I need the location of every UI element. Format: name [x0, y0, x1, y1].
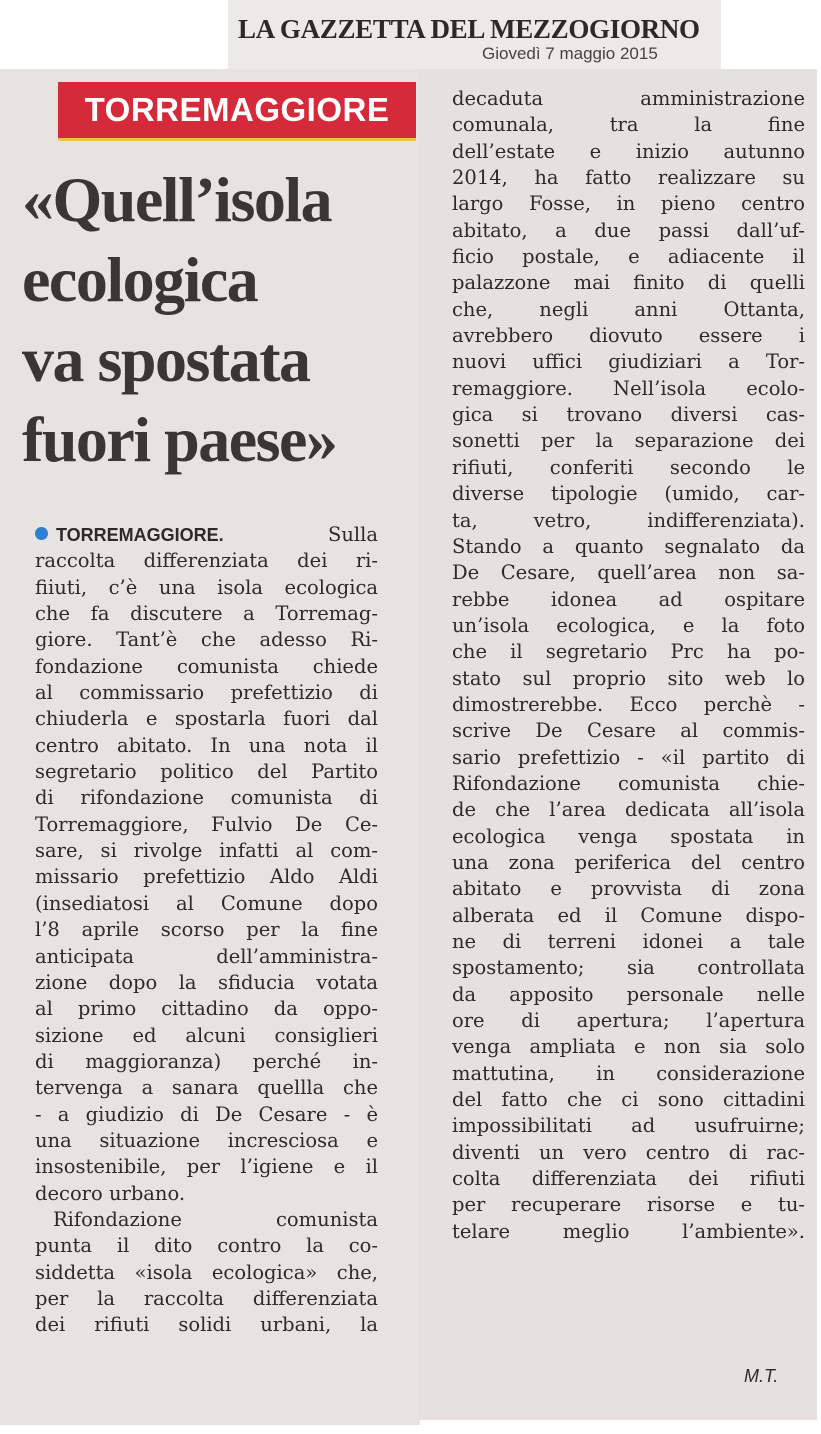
text-line: gica si trovano diversi cas-	[452, 403, 805, 427]
text-line: del fatto che ci sono cittadini	[452, 1088, 805, 1112]
text-line: ne di terreni idonei a tale	[452, 930, 805, 953]
text-line: abitato e provvista di zona	[452, 877, 805, 901]
text-line: per la raccolta differenziata	[35, 1286, 378, 1310]
text-line: segretario politico del Partito	[35, 760, 378, 784]
text-line: da apposito personale nelle	[452, 982, 805, 1006]
text-line: centro abitato. In una nota il	[35, 733, 378, 757]
text-line: venga ampliata e non sia solo	[452, 1035, 805, 1059]
text-line: dei rifiuti solidi urbani, la	[35, 1313, 378, 1337]
text-line: al commissario prefettizio di	[35, 681, 378, 705]
text-line: de che l’area dedicata all’isola	[452, 798, 805, 822]
text-line: zione dopo la sfiducia votata	[35, 970, 378, 994]
headline-line: va spostata	[22, 324, 310, 395]
text-line: palazzone mai finito di quelli	[452, 271, 805, 295]
newspaper-masthead: LA GAZZETTA DEL MEZZOGIORNO	[238, 14, 700, 44]
text-line: siddetta «isola ecologica» che,	[35, 1260, 378, 1284]
text-line: decaduta amministrazione	[452, 87, 805, 110]
text-line: raccolta differenziata dei ri-	[35, 549, 378, 573]
headline-line: «Quell’isola	[22, 164, 332, 235]
text-line: una zona periferica del centro	[452, 850, 805, 874]
text-line: di rifondazione comunista di	[35, 786, 378, 810]
headline-line: ecologica	[22, 244, 258, 315]
text-line: rifiuti, conferiti secondo le	[452, 455, 805, 479]
text-line: 2014, ha fatto realizzare su	[452, 166, 805, 190]
text-line: ficio postale, e adiacente il	[452, 245, 805, 269]
text-line: remaggiore. Nell’isola ecolo-	[452, 376, 805, 400]
text-line: colta differenziata dei rifiuti	[452, 1167, 805, 1191]
publication-date: Giovedì 7 maggio 2015	[482, 44, 658, 63]
text-line: ore di apertura; l’apertura	[452, 1009, 805, 1033]
text-line: sonetti per la separazione dei	[452, 429, 805, 453]
headline-line: fuori paese»	[22, 404, 337, 475]
text-line: alberata ed il Comune dispo-	[452, 903, 805, 927]
text-line: mattutina, in considerazione	[452, 1061, 805, 1085]
text-line: insostenibile, per l’igiene e il	[35, 1155, 378, 1179]
text-line: diventi un vero centro di rac-	[452, 1140, 805, 1164]
text-line: De Cesare, quell’area non sa-	[452, 561, 805, 585]
text-line: fondazione comunista chiede	[35, 654, 378, 678]
text-line: telare meglio l’ambiente».	[452, 1219, 805, 1243]
lead-dateline: TORREMAGGIORE.	[56, 525, 224, 545]
text-line: che, negli anni Ottanta,	[452, 297, 805, 321]
text-line: avrebbero diovuto essere i	[452, 324, 805, 348]
body-column-2	[452, 86, 805, 1245]
text-line: scrive De Cesare al commis-	[452, 719, 805, 743]
text-line: giore. Tant’è che adesso Ri-	[35, 628, 378, 652]
text-line: stato sul proprio sito web lo	[452, 666, 805, 690]
text-line: nuovi uffici giudiziari a Tor-	[452, 350, 805, 374]
text-line: l’8 aprile scorso per la fine	[35, 918, 378, 942]
text-line: ecologica venga spostata in	[452, 824, 805, 848]
text-line: Rifondazione comunista	[53, 1207, 378, 1231]
text-line: fiiuti, c’è una isola ecologica	[35, 575, 378, 599]
text-line: che il segretario Prc ha po-	[452, 640, 805, 664]
text-line: al primo cittadino da oppo-	[35, 997, 378, 1021]
kicker-label: TORREMAGGIORE	[84, 91, 390, 128]
text-line: tervenga a sanara quellla che	[35, 1076, 378, 1100]
section-kicker	[58, 82, 416, 138]
text-line: che fa discutere a Torremag-	[35, 602, 378, 626]
text-line: diverse tipologie (umido, car-	[452, 482, 805, 506]
text-line: Rifondazione comunista chie-	[452, 771, 805, 795]
text-line: anticipata dell’amministra-	[35, 944, 378, 968]
text-line: una situazione incresciosa e	[35, 1128, 378, 1152]
bullet-icon	[35, 527, 48, 540]
text-line: dimostrerebbe. Ecco perchè -	[452, 692, 805, 716]
text-line: - a giudizio di De Cesare - è	[35, 1102, 378, 1126]
text-line: Stando a quanto segnalato da	[452, 534, 805, 558]
text-line: dell’estate e inizio autunno	[452, 139, 805, 163]
text-line: Torremaggiore, Fulvio De Ce-	[35, 812, 378, 836]
text-line: (insediatosi al Comune dopo	[35, 891, 378, 915]
text-line: rebbe idonea ad ospitare	[452, 587, 805, 611]
text-line: chiuderla e spostarla fuori dal	[35, 707, 378, 731]
text-line: impossibilitati ad usufruirne;	[452, 1114, 805, 1138]
headline	[22, 160, 420, 480]
text-line: missario prefettizio Aldo Aldi	[35, 865, 378, 889]
text-line: ta, vetro, indifferenziata).	[452, 508, 805, 532]
text-line: spostamento; sia controllata	[452, 956, 805, 980]
text-line: sario prefettizio - «il partito di	[452, 745, 805, 769]
text-line: per recuperare risorse e tu-	[452, 1193, 805, 1217]
text-line: largo Fosse, in pieno centro	[452, 192, 805, 216]
text-line: TORREMAGGIORE. Sulla	[35, 522, 378, 548]
text-line: comunala, tra la fine	[452, 113, 805, 137]
text-line: un’isola ecologica, e la foto	[452, 613, 805, 637]
author-signature: M.T.	[744, 1366, 779, 1386]
text-line: di maggioranza) perché in-	[35, 1049, 378, 1073]
text-line: sare, si rivolge infatti al com-	[35, 839, 378, 863]
text-line: decoro urbano.	[35, 1181, 186, 1205]
text-line: abitato, a due passi dall’uf-	[452, 218, 805, 242]
body-column-1	[35, 522, 378, 1339]
text-line: punta il dito contro la co-	[35, 1234, 378, 1258]
text-line: sizione ed alcuni consiglieri	[35, 1023, 378, 1047]
